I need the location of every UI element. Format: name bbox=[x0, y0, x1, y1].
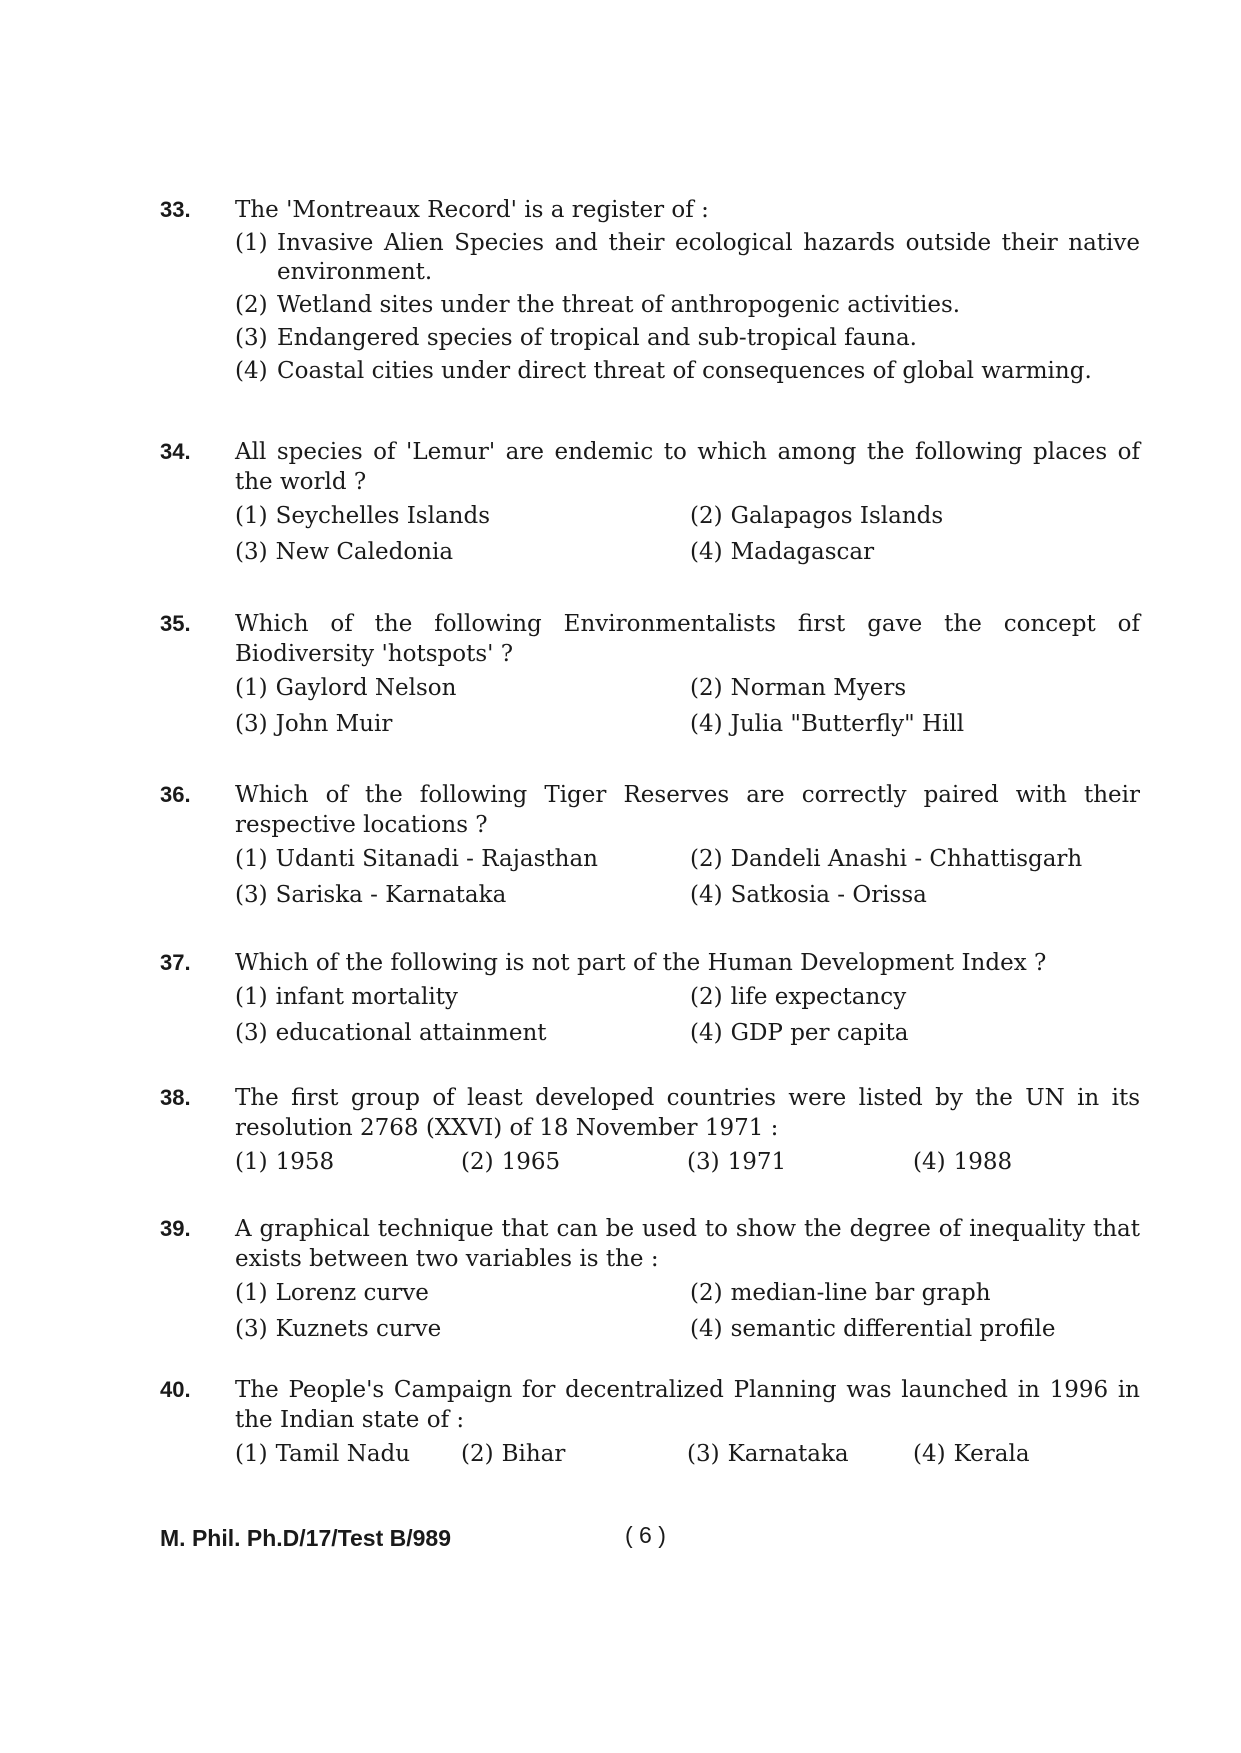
question-number: 37. bbox=[160, 950, 191, 975]
question-stem: Which of the following Tiger Reserves are correctly paired with their respective locations ? bbox=[235, 782, 1140, 838]
option-text: Gaylord Nelson bbox=[275, 675, 457, 701]
option-text: John Muir bbox=[275, 711, 393, 737]
options-grid bbox=[235, 1439, 1140, 1469]
option-number: (4) bbox=[690, 1316, 723, 1342]
question-number: 38. bbox=[160, 1085, 191, 1110]
option-3 bbox=[235, 537, 690, 567]
question-stem: Which of the following Environmentalists first gave the concept of Biodiversity 'hotspots' ? bbox=[235, 611, 1140, 667]
option-text: semantic differential profile bbox=[730, 1316, 1056, 1342]
option-text: Kuznets curve bbox=[275, 1316, 442, 1342]
option-number: (2) bbox=[690, 846, 723, 872]
option-1 bbox=[235, 673, 690, 703]
test-code: M. Phil. Ph.D/17/Test B/989 bbox=[160, 1525, 451, 1551]
option-text: GDP per capita bbox=[730, 1020, 909, 1046]
options-grid bbox=[235, 982, 1140, 1048]
option-number: (2) bbox=[690, 1280, 723, 1306]
option-text: 1958 bbox=[275, 1149, 335, 1175]
option-number: (3) bbox=[687, 1441, 720, 1467]
option-number: (1) bbox=[235, 984, 268, 1010]
option-text: Udanti Sitanadi - Rajasthan bbox=[275, 846, 598, 872]
question-stem: A graphical technique that can be used to show the degree of inequality that exists between two variables is the : bbox=[235, 1216, 1140, 1272]
question-stem: The 'Montreaux Record' is a register of : bbox=[235, 197, 709, 223]
option-3 bbox=[687, 1439, 913, 1469]
option-2 bbox=[690, 673, 1145, 703]
option-1 bbox=[235, 1439, 461, 1469]
option-text: Kerala bbox=[953, 1441, 1030, 1467]
option-text: infant mortality bbox=[275, 984, 458, 1010]
option-text: Seychelles Islands bbox=[275, 503, 490, 529]
options-list bbox=[235, 229, 1140, 386]
option-text: New Caledonia bbox=[275, 539, 454, 565]
option-text: Karnataka bbox=[727, 1441, 849, 1467]
option-number: (2) bbox=[690, 984, 723, 1010]
option-number: (2) bbox=[461, 1149, 494, 1175]
option-text: Sariska - Karnataka bbox=[275, 882, 507, 908]
question-stem: All species of 'Lemur' are endemic to which among the following places of the world ? bbox=[235, 439, 1140, 495]
option-2 bbox=[461, 1439, 687, 1469]
option-number: (1) bbox=[235, 1280, 268, 1306]
question-36 bbox=[160, 780, 1140, 910]
page-number: ( 6 ) bbox=[625, 1522, 666, 1548]
question-stem: The People's Campaign for decentralized Planning was launched in 1996 in the Indian state of : bbox=[235, 1377, 1140, 1433]
question-number: 34. bbox=[160, 439, 191, 464]
option-4 bbox=[690, 537, 1145, 567]
option-number: (1) bbox=[235, 1149, 268, 1175]
option-number: (2) bbox=[461, 1441, 494, 1467]
option-1 bbox=[235, 229, 1140, 287]
option-3 bbox=[235, 880, 690, 910]
option-text: 1971 bbox=[727, 1149, 787, 1175]
option-number: (3) bbox=[235, 882, 268, 908]
option-text: Madagascar bbox=[730, 539, 875, 565]
option-number: (1) bbox=[235, 675, 268, 701]
option-1 bbox=[235, 844, 690, 874]
options-grid bbox=[235, 673, 1140, 739]
option-text: educational attainment bbox=[275, 1020, 547, 1046]
option-text: Julia "Butterfly" Hill bbox=[730, 711, 965, 737]
option-1 bbox=[235, 1278, 690, 1308]
option-text: Norman Myers bbox=[730, 675, 907, 701]
question-number: 36. bbox=[160, 782, 191, 807]
option-4 bbox=[690, 709, 1145, 739]
option-number: (3) bbox=[235, 1316, 268, 1342]
option-text: Wetland sites under the threat of anthropogenic activities. bbox=[277, 292, 961, 318]
question-stem: Which of the following is not part of the Human Development Index ? bbox=[235, 950, 1047, 976]
option-number: (4) bbox=[690, 882, 723, 908]
option-text: Tamil Nadu bbox=[275, 1441, 411, 1467]
option-3 bbox=[235, 709, 690, 739]
option-number: (2) bbox=[690, 503, 723, 529]
option-1 bbox=[235, 1147, 461, 1177]
option-text: Dandeli Anashi - Chhattisgarh bbox=[730, 846, 1083, 872]
option-text: Satkosia - Orissa bbox=[730, 882, 927, 908]
option-4 bbox=[690, 1314, 1145, 1344]
options-grid bbox=[235, 1278, 1140, 1344]
options-grid bbox=[235, 501, 1140, 567]
option-number: (3) bbox=[235, 1020, 268, 1046]
option-number: (1) bbox=[235, 846, 268, 872]
option-text: life expectancy bbox=[730, 984, 907, 1010]
option-3 bbox=[235, 1018, 690, 1048]
option-text: Bihar bbox=[501, 1441, 566, 1467]
option-2 bbox=[690, 1278, 1145, 1308]
question-33 bbox=[160, 195, 1140, 386]
question-35 bbox=[160, 609, 1140, 739]
option-number: (3) bbox=[687, 1149, 720, 1175]
question-40 bbox=[160, 1375, 1140, 1469]
option-3 bbox=[687, 1147, 913, 1177]
option-4 bbox=[690, 880, 1145, 910]
question-number: 35. bbox=[160, 611, 191, 636]
option-number: (1) bbox=[235, 230, 268, 256]
option-number: (4) bbox=[690, 1020, 723, 1046]
option-2 bbox=[690, 501, 1145, 531]
option-number: (3) bbox=[235, 539, 268, 565]
option-4 bbox=[235, 357, 1140, 386]
option-text: Lorenz curve bbox=[275, 1280, 429, 1306]
option-text: Invasive Alien Species and their ecological hazards outside their native environment. bbox=[277, 230, 1140, 285]
question-34 bbox=[160, 437, 1140, 567]
option-number: (2) bbox=[690, 675, 723, 701]
options-grid bbox=[235, 844, 1140, 910]
option-2 bbox=[690, 982, 1145, 1012]
option-text: median-line bar graph bbox=[730, 1280, 991, 1306]
option-number: (3) bbox=[235, 711, 268, 737]
option-number: (3) bbox=[235, 325, 268, 351]
option-2 bbox=[235, 291, 1140, 320]
option-text: Coastal cities under direct threat of consequences of global warming. bbox=[277, 358, 1092, 384]
option-number: (4) bbox=[690, 711, 723, 737]
option-number: (4) bbox=[913, 1149, 946, 1175]
option-4 bbox=[690, 1018, 1145, 1048]
option-text: Endangered species of tropical and sub-tropical fauna. bbox=[277, 325, 917, 351]
question-37 bbox=[160, 948, 1140, 1048]
option-3 bbox=[235, 324, 1140, 353]
options-grid bbox=[235, 1147, 1140, 1177]
option-text: 1965 bbox=[501, 1149, 561, 1175]
option-number: (4) bbox=[235, 358, 268, 384]
option-1 bbox=[235, 982, 690, 1012]
option-4 bbox=[913, 1147, 1139, 1177]
option-number: (2) bbox=[235, 292, 268, 318]
option-number: (1) bbox=[235, 503, 268, 529]
question-39 bbox=[160, 1214, 1140, 1344]
option-text: 1988 bbox=[953, 1149, 1013, 1175]
option-number: (1) bbox=[235, 1441, 268, 1467]
option-text: Galapagos Islands bbox=[730, 503, 944, 529]
option-2 bbox=[690, 844, 1145, 874]
option-number: (4) bbox=[913, 1441, 946, 1467]
option-3 bbox=[235, 1314, 690, 1344]
option-1 bbox=[235, 501, 690, 531]
question-38 bbox=[160, 1083, 1140, 1177]
option-4 bbox=[913, 1439, 1139, 1469]
option-number: (4) bbox=[690, 539, 723, 565]
question-number: 39. bbox=[160, 1216, 191, 1241]
question-number: 33. bbox=[160, 197, 191, 222]
question-number: 40. bbox=[160, 1377, 191, 1402]
option-2 bbox=[461, 1147, 687, 1177]
question-stem: The first group of least developed countries were listed by the UN in its resolution 2768 (XXVI) of 18 November 1971 : bbox=[235, 1085, 1140, 1141]
